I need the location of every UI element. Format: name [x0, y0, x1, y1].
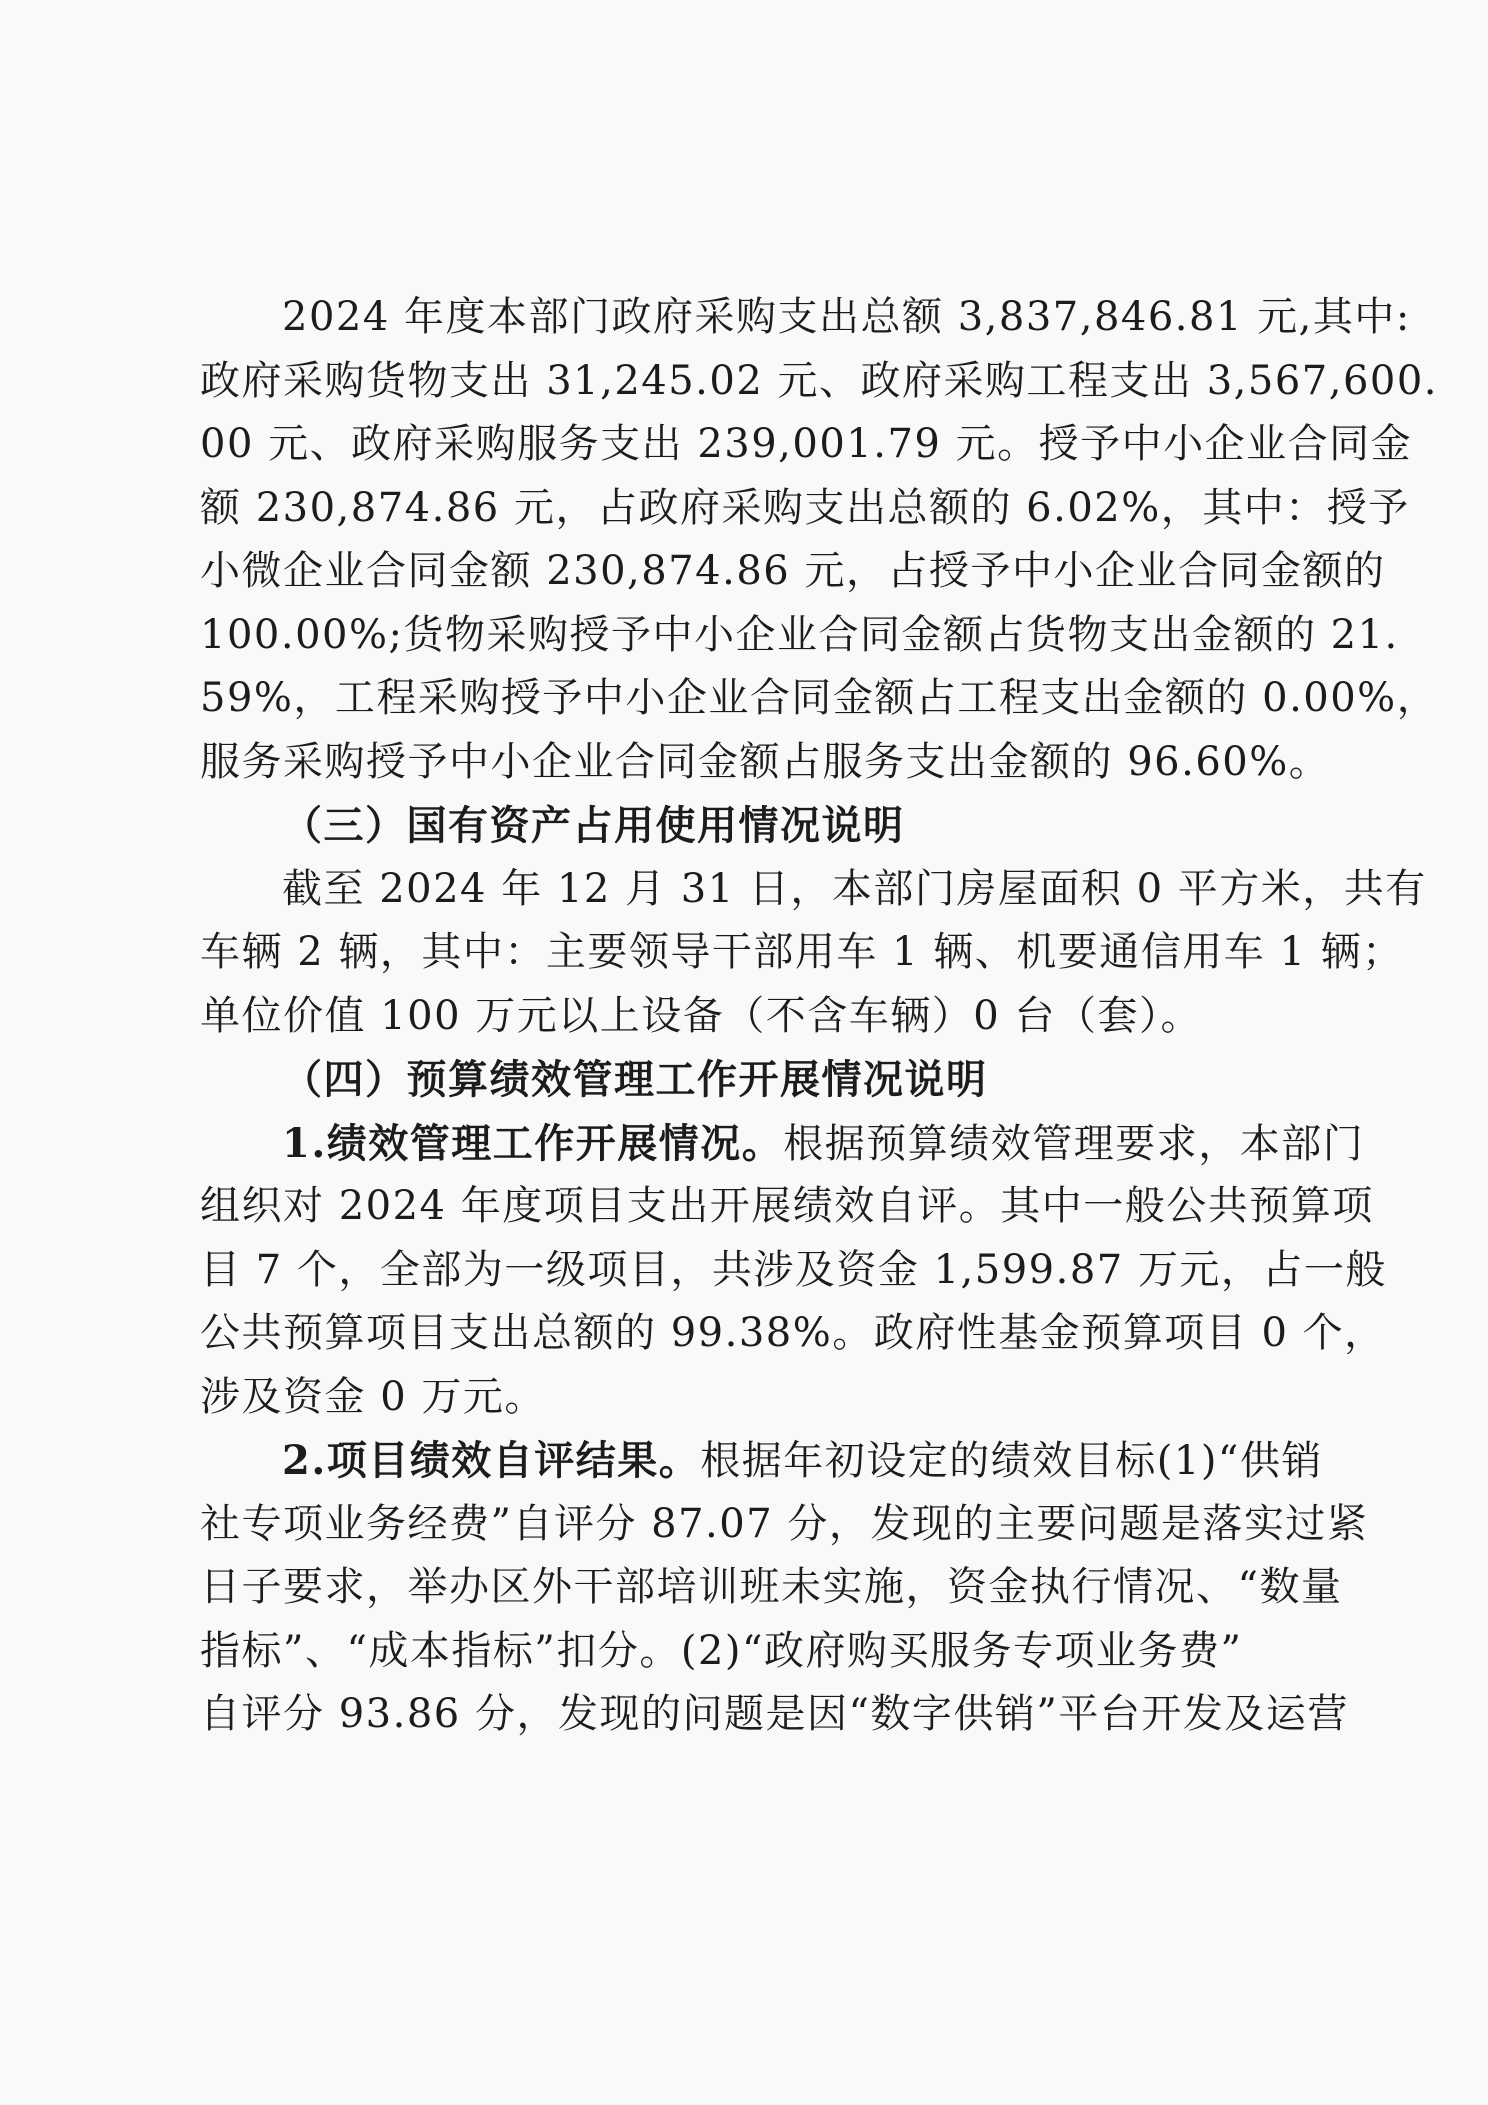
- paragraph-line: 日子要求，举办区外干部培训班未实施，资金执行情况、“数量: [200, 1564, 1343, 1610]
- paragraph-line: 2024 年度本部门政府采购支出总额 3,837,846.81 元,其中:: [282, 294, 1411, 340]
- section-heading: （三）国有资产占用使用情况说明: [282, 802, 905, 849]
- paragraph-lead-bold: 2.项目绩效自评结果。: [282, 1437, 701, 1484]
- document-body: [200, 286, 1439, 1747]
- paragraph-line: 自评分 93.86 分，发现的问题是因“数字供销”平台开发及运营: [200, 1691, 1349, 1737]
- paragraph-line: 政府采购货物支出 31,245.02 元、政府采购工程支出 3,567,600.: [200, 357, 1439, 404]
- paragraph-line: 目 7 个，全部为一级项目，共涉及资金 1,599.87 万元，占一般: [200, 1246, 1387, 1293]
- paragraph-lead-bold: 1.绩效管理工作开展情况。: [282, 1119, 784, 1167]
- paragraph-line: 公共预算项目支出总额的 99.38%。政府性基金预算项目 0 个，: [200, 1310, 1386, 1356]
- paragraph-line: 社专项业务经费”自评分 87.07 分，发现的主要问题是落实过紧: [200, 1500, 1369, 1547]
- section-heading: （四）预算绩效管理工作开展情况说明: [282, 1056, 988, 1103]
- paragraph-line: 服务采购授予中小企业合同金额占服务支出金额的 96.60%。: [200, 738, 1331, 785]
- paragraph-line: 组织对 2024 年度项目支出开展绩效自评。其中一般公共预算项: [200, 1183, 1374, 1229]
- paragraph-line: 指标”、“成本指标”扣分。(2)“政府购买服务专项业务费”: [200, 1627, 1243, 1674]
- paragraph-line: 车辆 2 辆，其中：主要领导干部用车 1 辆、机要通信用车 1 辆；: [200, 929, 1404, 975]
- paragraph-line: 59%，工程采购授予中小企业合同金额占工程支出金额的 0.00%，: [200, 675, 1439, 721]
- paragraph-line: 单位价值 100 万元以上设备（不含车辆）0 台（套）。: [200, 992, 1202, 1039]
- paragraph-line: 00 元、政府采购服务支出 239,001.79 元。授予中小企业合同金: [200, 421, 1413, 467]
- paragraph-line: 涉及资金 0 万元。: [200, 1373, 546, 1420]
- paragraph-text: 根据预算绩效管理要求，本部门: [783, 1120, 1365, 1167]
- paragraph-text: 根据年初设定的绩效目标(1)“供销: [700, 1438, 1323, 1484]
- paragraph-line: 额 230,874.86 元，占政府采购支出总额的 6.02%，其中：授予: [200, 484, 1410, 531]
- paragraph-line: 100.00%;货物采购授予中小企业合同金额占货物支出金额的 21.: [200, 611, 1399, 658]
- paragraph-line: [200, 1112, 1365, 1176]
- paragraph-line: 小微企业合同金额 230,874.86 元，占授予中小企业合同金额的: [200, 548, 1386, 594]
- paragraph-line: [200, 1429, 1323, 1493]
- paragraph-line: 截至 2024 年 12 月 31 日，本部门房屋面积 0 平方米，共有: [282, 865, 1427, 912]
